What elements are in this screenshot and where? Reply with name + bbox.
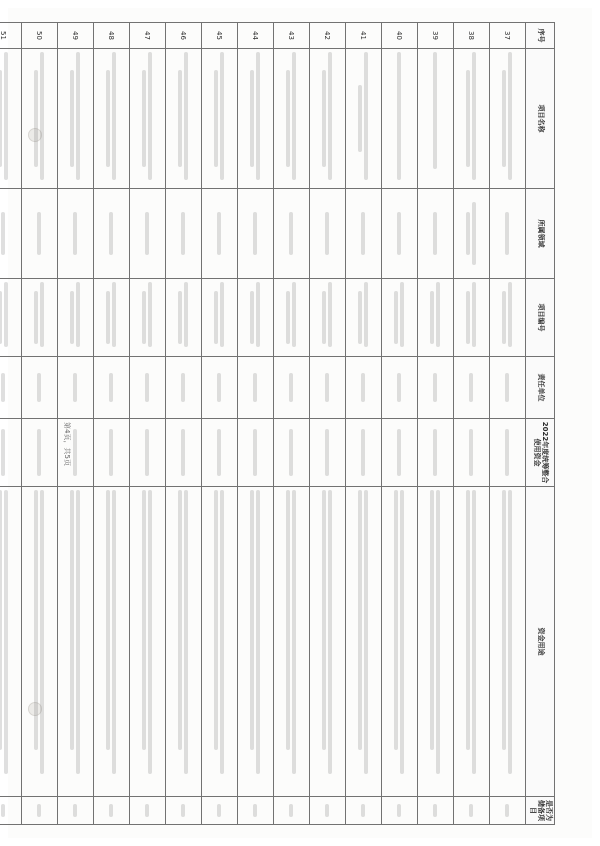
- project-name-cell: [166, 49, 202, 189]
- responsible-unit-cell: [238, 357, 274, 419]
- reserve-flag-cell: [418, 797, 454, 825]
- table-header-fund-use: 资金用途: [526, 487, 555, 797]
- row-index: 49: [58, 23, 94, 49]
- project-number-cell: [238, 279, 274, 357]
- table-row: [166, 23, 202, 825]
- fund-use-cell: [94, 487, 130, 797]
- table-header-index: 序号: [526, 23, 555, 49]
- funding-cell: [130, 419, 166, 487]
- project-number-cell: [166, 279, 202, 357]
- responsible-unit-cell: [58, 357, 94, 419]
- table-header-funding: 2022年度统筹整合使用资金: [526, 419, 555, 487]
- rotated-table-container: [0, 22, 555, 824]
- table-row: [346, 23, 382, 825]
- responsible-unit-cell: [274, 357, 310, 419]
- project-number-cell: [346, 279, 382, 357]
- responsible-unit-cell: [94, 357, 130, 419]
- category-cell: [202, 189, 238, 279]
- funding-cell: [238, 419, 274, 487]
- project-number-cell: [94, 279, 130, 357]
- project-name-cell: [22, 49, 58, 189]
- table-row: [454, 23, 490, 825]
- row-index: 43: [274, 23, 310, 49]
- responsible-unit-cell: [490, 357, 526, 419]
- project-number-cell: [22, 279, 58, 357]
- project-name-cell: [382, 49, 418, 189]
- project-name-cell: [0, 49, 22, 189]
- responsible-unit-cell: [130, 357, 166, 419]
- funding-cell: [202, 419, 238, 487]
- responsible-unit-cell: [22, 357, 58, 419]
- fund-use-cell: [454, 487, 490, 797]
- fund-use-cell: [418, 487, 454, 797]
- row-index: 47: [130, 23, 166, 49]
- table-header-category: 所属领域: [526, 189, 555, 279]
- project-name-cell: [418, 49, 454, 189]
- project-number-cell: [310, 279, 346, 357]
- document-page: [0, 8, 592, 838]
- table-row: [382, 23, 418, 825]
- funding-cell: [310, 419, 346, 487]
- project-number-cell: [202, 279, 238, 357]
- category-cell: [490, 189, 526, 279]
- table-header-project-name: 项目名称: [526, 49, 555, 189]
- fund-use-cell: [490, 487, 526, 797]
- funding-table: [0, 22, 555, 825]
- category-cell: [418, 189, 454, 279]
- page-footer-text: 第4页，共5页: [63, 422, 72, 466]
- table-row: [202, 23, 238, 825]
- project-name-cell: [310, 49, 346, 189]
- table-row: [274, 23, 310, 825]
- funding-cell: [418, 419, 454, 487]
- category-cell: [130, 189, 166, 279]
- table-row: [130, 23, 166, 825]
- table-row: [22, 23, 58, 825]
- project-name-cell: [58, 49, 94, 189]
- fund-use-cell: [58, 487, 94, 797]
- funding-cell: [382, 419, 418, 487]
- reserve-flag-cell: [454, 797, 490, 825]
- reserve-flag-cell: [490, 797, 526, 825]
- fund-use-cell: [382, 487, 418, 797]
- fund-use-cell: [166, 487, 202, 797]
- category-cell: [454, 189, 490, 279]
- fund-use-cell: [130, 487, 166, 797]
- table-row: [418, 23, 454, 825]
- responsible-unit-cell: [418, 357, 454, 419]
- reserve-flag-cell: [58, 797, 94, 825]
- responsible-unit-cell: [202, 357, 238, 419]
- table-row: [94, 23, 130, 825]
- reserve-flag-cell: [238, 797, 274, 825]
- project-number-cell: [0, 279, 22, 357]
- reserve-flag-cell: [130, 797, 166, 825]
- table-header-responsible-unit: 责任单位: [526, 357, 555, 419]
- fund-use-cell: [310, 487, 346, 797]
- reserve-flag-cell: [166, 797, 202, 825]
- fund-use-cell: [0, 487, 22, 797]
- table-row: [0, 23, 22, 825]
- responsible-unit-cell: [346, 357, 382, 419]
- row-index: 42: [310, 23, 346, 49]
- row-index: 41: [346, 23, 382, 49]
- reserve-flag-cell: [22, 797, 58, 825]
- project-name-cell: [454, 49, 490, 189]
- reserve-flag-cell: [202, 797, 238, 825]
- fund-use-cell: [22, 487, 58, 797]
- category-cell: [94, 189, 130, 279]
- page-footer: [60, 411, 74, 477]
- category-cell: [382, 189, 418, 279]
- table-row: [490, 23, 526, 825]
- fund-use-cell: [238, 487, 274, 797]
- project-name-cell: [238, 49, 274, 189]
- fund-use-cell: [274, 487, 310, 797]
- category-cell: [274, 189, 310, 279]
- funding-cell: [94, 419, 130, 487]
- project-number-cell: [418, 279, 454, 357]
- row-index: 46: [166, 23, 202, 49]
- fund-use-cell: [202, 487, 238, 797]
- project-number-cell: [382, 279, 418, 357]
- row-index: 37: [490, 23, 526, 49]
- category-cell: [58, 189, 94, 279]
- funding-cell: [166, 419, 202, 487]
- project-name-cell: [490, 49, 526, 189]
- project-name-cell: [274, 49, 310, 189]
- funding-cell: [454, 419, 490, 487]
- row-index: 38: [454, 23, 490, 49]
- category-cell: [22, 189, 58, 279]
- fund-use-cell: [346, 487, 382, 797]
- project-name-cell: [346, 49, 382, 189]
- funding-cell: [274, 419, 310, 487]
- table-row: [310, 23, 346, 825]
- project-number-cell: [58, 279, 94, 357]
- reserve-flag-cell: [310, 797, 346, 825]
- table-row: [238, 23, 274, 825]
- funding-cell: [0, 419, 22, 487]
- row-index: 51: [0, 23, 22, 49]
- row-index: 45: [202, 23, 238, 49]
- funding-cell: [490, 419, 526, 487]
- project-number-cell: [274, 279, 310, 357]
- project-number-cell: [454, 279, 490, 357]
- responsible-unit-cell: [382, 357, 418, 419]
- category-cell: [166, 189, 202, 279]
- reserve-flag-cell: [0, 797, 22, 825]
- category-cell: [0, 189, 22, 279]
- project-name-cell: [202, 49, 238, 189]
- row-index: 39: [418, 23, 454, 49]
- project-name-cell: [130, 49, 166, 189]
- responsible-unit-cell: [0, 357, 22, 419]
- table-header-row: [526, 23, 555, 825]
- reserve-flag-cell: [94, 797, 130, 825]
- table-header-reserve-flag: 是否为储备项目: [526, 797, 555, 825]
- funding-cell: [346, 419, 382, 487]
- responsible-unit-cell: [166, 357, 202, 419]
- row-index: 48: [94, 23, 130, 49]
- reserve-flag-cell: [274, 797, 310, 825]
- project-number-cell: [130, 279, 166, 357]
- row-index: 50: [22, 23, 58, 49]
- category-cell: [346, 189, 382, 279]
- responsible-unit-cell: [454, 357, 490, 419]
- responsible-unit-cell: [310, 357, 346, 419]
- project-name-cell: [94, 49, 130, 189]
- funding-cell: [22, 419, 58, 487]
- reserve-flag-cell: [346, 797, 382, 825]
- row-index: 44: [238, 23, 274, 49]
- category-cell: [238, 189, 274, 279]
- table-header-project-number: 项目编号: [526, 279, 555, 357]
- reserve-flag-cell: [382, 797, 418, 825]
- category-cell: [310, 189, 346, 279]
- row-index: 40: [382, 23, 418, 49]
- project-number-cell: [490, 279, 526, 357]
